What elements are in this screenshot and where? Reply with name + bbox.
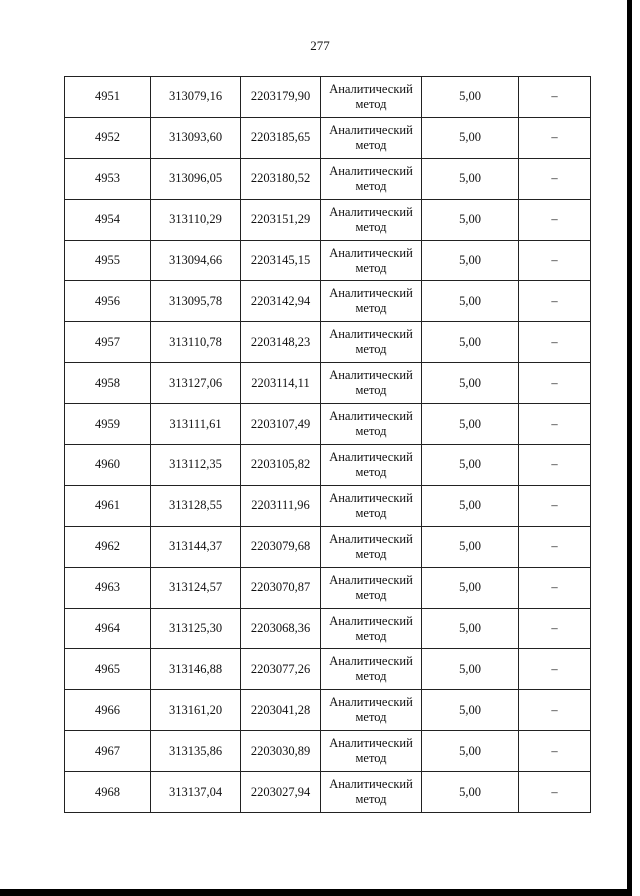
point-number-cell: 4961 xyxy=(65,485,151,526)
note-cell: – xyxy=(519,445,591,486)
x-coordinate-cell: 313144,37 xyxy=(151,526,241,567)
method-label-line1: Аналитический xyxy=(329,449,413,464)
method-label-line1: Аналитический xyxy=(329,81,413,96)
note-cell: – xyxy=(519,690,591,731)
method-label-line2: метод xyxy=(355,751,387,766)
table-row xyxy=(65,158,591,199)
method-label-line2: метод xyxy=(355,628,387,643)
point-number-cell: 4963 xyxy=(65,567,151,608)
note-cell: – xyxy=(519,649,591,690)
note-cell: – xyxy=(519,281,591,322)
point-number-cell: 4952 xyxy=(65,117,151,158)
table-row xyxy=(65,485,591,526)
accuracy-cell: 5,00 xyxy=(422,445,519,486)
method-cell xyxy=(321,690,422,731)
table-row xyxy=(65,77,591,118)
accuracy-cell: 5,00 xyxy=(422,690,519,731)
y-coordinate-cell: 2203145,15 xyxy=(241,240,321,281)
method-label-line1: Аналитический xyxy=(329,654,413,669)
method-label-line1: Аналитический xyxy=(329,531,413,546)
accuracy-cell: 5,00 xyxy=(422,158,519,199)
point-number-cell: 4954 xyxy=(65,199,151,240)
x-coordinate-cell: 313146,88 xyxy=(151,649,241,690)
method-label-line1: Аналитический xyxy=(329,777,413,792)
method-cell xyxy=(321,608,422,649)
note-cell: – xyxy=(519,731,591,772)
table-row xyxy=(65,445,591,486)
note-cell: – xyxy=(519,77,591,118)
note-cell: – xyxy=(519,240,591,281)
method-label-line1: Аналитический xyxy=(329,695,413,710)
method-label-line1: Аналитический xyxy=(329,163,413,178)
x-coordinate-cell: 313137,04 xyxy=(151,772,241,813)
table-row xyxy=(65,240,591,281)
method-cell xyxy=(321,77,422,118)
x-coordinate-cell: 313127,06 xyxy=(151,363,241,404)
y-coordinate-cell: 2203151,29 xyxy=(241,199,321,240)
note-cell: – xyxy=(519,199,591,240)
note-cell: – xyxy=(519,322,591,363)
method-label-line2: метод xyxy=(355,464,387,479)
method-label-line1: Аналитический xyxy=(329,204,413,219)
method-label-line1: Аналитический xyxy=(329,368,413,383)
table-row xyxy=(65,690,591,731)
y-coordinate-cell: 2203070,87 xyxy=(241,567,321,608)
point-number-cell: 4953 xyxy=(65,158,151,199)
x-coordinate-cell: 313111,61 xyxy=(151,404,241,445)
note-cell: – xyxy=(519,158,591,199)
note-cell: – xyxy=(519,608,591,649)
method-label-line2: метод xyxy=(355,546,387,561)
x-coordinate-cell: 313095,78 xyxy=(151,281,241,322)
method-label-line2: метод xyxy=(355,383,387,398)
method-label-line1: Аналитический xyxy=(329,572,413,587)
table-row xyxy=(65,117,591,158)
accuracy-cell: 5,00 xyxy=(422,608,519,649)
point-number-cell: 4960 xyxy=(65,445,151,486)
method-label-line1: Аналитический xyxy=(329,286,413,301)
coordinates-table xyxy=(64,76,591,813)
y-coordinate-cell: 2203027,94 xyxy=(241,772,321,813)
y-coordinate-cell: 2203077,26 xyxy=(241,649,321,690)
point-number-cell: 4966 xyxy=(65,690,151,731)
method-label-line2: метод xyxy=(355,342,387,357)
x-coordinate-cell: 313096,05 xyxy=(151,158,241,199)
table-row xyxy=(65,772,591,813)
point-number-cell: 4958 xyxy=(65,363,151,404)
x-coordinate-cell: 313079,16 xyxy=(151,77,241,118)
method-cell xyxy=(321,117,422,158)
method-label-line2: метод xyxy=(355,587,387,602)
x-coordinate-cell: 313161,20 xyxy=(151,690,241,731)
method-cell xyxy=(321,322,422,363)
method-label-line2: метод xyxy=(355,137,387,152)
point-number-cell: 4955 xyxy=(65,240,151,281)
x-coordinate-cell: 313094,66 xyxy=(151,240,241,281)
method-label-line2: метод xyxy=(355,178,387,193)
method-label-line2: метод xyxy=(355,96,387,111)
accuracy-cell: 5,00 xyxy=(422,363,519,404)
y-coordinate-cell: 2203179,90 xyxy=(241,77,321,118)
y-coordinate-cell: 2203114,11 xyxy=(241,363,321,404)
method-cell xyxy=(321,240,422,281)
note-cell: – xyxy=(519,117,591,158)
y-coordinate-cell: 2203030,89 xyxy=(241,731,321,772)
method-cell xyxy=(321,649,422,690)
table-row xyxy=(65,363,591,404)
y-coordinate-cell: 2203079,68 xyxy=(241,526,321,567)
point-number-cell: 4968 xyxy=(65,772,151,813)
accuracy-cell: 5,00 xyxy=(422,485,519,526)
accuracy-cell: 5,00 xyxy=(422,322,519,363)
y-coordinate-cell: 2203148,23 xyxy=(241,322,321,363)
method-label-line2: метод xyxy=(355,792,387,807)
point-number-cell: 4951 xyxy=(65,77,151,118)
note-cell: – xyxy=(519,526,591,567)
method-label-line1: Аналитический xyxy=(329,122,413,137)
accuracy-cell: 5,00 xyxy=(422,77,519,118)
x-coordinate-cell: 313124,57 xyxy=(151,567,241,608)
table-row xyxy=(65,731,591,772)
method-label-line1: Аналитический xyxy=(329,327,413,342)
point-number-cell: 4964 xyxy=(65,608,151,649)
method-cell xyxy=(321,485,422,526)
note-cell: – xyxy=(519,485,591,526)
x-coordinate-cell: 313110,29 xyxy=(151,199,241,240)
method-cell xyxy=(321,199,422,240)
method-label-line2: метод xyxy=(355,301,387,316)
method-label-line2: метод xyxy=(355,219,387,234)
x-coordinate-cell: 313135,86 xyxy=(151,731,241,772)
y-coordinate-cell: 2203105,82 xyxy=(241,445,321,486)
y-coordinate-cell: 2203185,65 xyxy=(241,117,321,158)
method-label-line1: Аналитический xyxy=(329,490,413,505)
y-coordinate-cell: 2203142,94 xyxy=(241,281,321,322)
accuracy-cell: 5,00 xyxy=(422,281,519,322)
x-coordinate-cell: 313112,35 xyxy=(151,445,241,486)
table-row xyxy=(65,322,591,363)
coordinates-table-body xyxy=(65,77,591,813)
method-label-line2: метод xyxy=(355,669,387,684)
point-number-cell: 4967 xyxy=(65,731,151,772)
table-row xyxy=(65,404,591,445)
x-coordinate-cell: 313125,30 xyxy=(151,608,241,649)
method-cell xyxy=(321,731,422,772)
x-coordinate-cell: 313093,60 xyxy=(151,117,241,158)
accuracy-cell: 5,00 xyxy=(422,567,519,608)
x-coordinate-cell: 313110,78 xyxy=(151,322,241,363)
y-coordinate-cell: 2203068,36 xyxy=(241,608,321,649)
y-coordinate-cell: 2203107,49 xyxy=(241,404,321,445)
note-cell: – xyxy=(519,567,591,608)
accuracy-cell: 5,00 xyxy=(422,117,519,158)
point-number-cell: 4957 xyxy=(65,322,151,363)
point-number-cell: 4965 xyxy=(65,649,151,690)
point-number-cell: 4959 xyxy=(65,404,151,445)
method-label-line2: метод xyxy=(355,505,387,520)
method-cell xyxy=(321,445,422,486)
accuracy-cell: 5,00 xyxy=(422,526,519,567)
accuracy-cell: 5,00 xyxy=(422,649,519,690)
note-cell: – xyxy=(519,404,591,445)
method-cell xyxy=(321,526,422,567)
method-label-line1: Аналитический xyxy=(329,613,413,628)
method-label-line1: Аналитический xyxy=(329,245,413,260)
table-row xyxy=(65,649,591,690)
accuracy-cell: 5,00 xyxy=(422,199,519,240)
method-cell xyxy=(321,772,422,813)
x-coordinate-cell: 313128,55 xyxy=(151,485,241,526)
point-number-cell: 4956 xyxy=(65,281,151,322)
method-label-line2: метод xyxy=(355,710,387,725)
method-cell xyxy=(321,567,422,608)
y-coordinate-cell: 2203041,28 xyxy=(241,690,321,731)
method-label-line2: метод xyxy=(355,424,387,439)
table-row xyxy=(65,526,591,567)
accuracy-cell: 5,00 xyxy=(422,772,519,813)
method-label-line1: Аналитический xyxy=(329,736,413,751)
table-row xyxy=(65,567,591,608)
table-row xyxy=(65,608,591,649)
accuracy-cell: 5,00 xyxy=(422,240,519,281)
y-coordinate-cell: 2203180,52 xyxy=(241,158,321,199)
table-row xyxy=(65,281,591,322)
accuracy-cell: 5,00 xyxy=(422,731,519,772)
point-number-cell: 4962 xyxy=(65,526,151,567)
page-number: 277 xyxy=(310,38,330,53)
method-cell xyxy=(321,158,422,199)
note-cell: – xyxy=(519,363,591,404)
table-row xyxy=(65,199,591,240)
accuracy-cell: 5,00 xyxy=(422,404,519,445)
method-label-line2: метод xyxy=(355,260,387,275)
note-cell: – xyxy=(519,772,591,813)
method-label-line1: Аналитический xyxy=(329,409,413,424)
method-cell xyxy=(321,363,422,404)
y-coordinate-cell: 2203111,96 xyxy=(241,485,321,526)
method-cell xyxy=(321,281,422,322)
method-cell xyxy=(321,404,422,445)
